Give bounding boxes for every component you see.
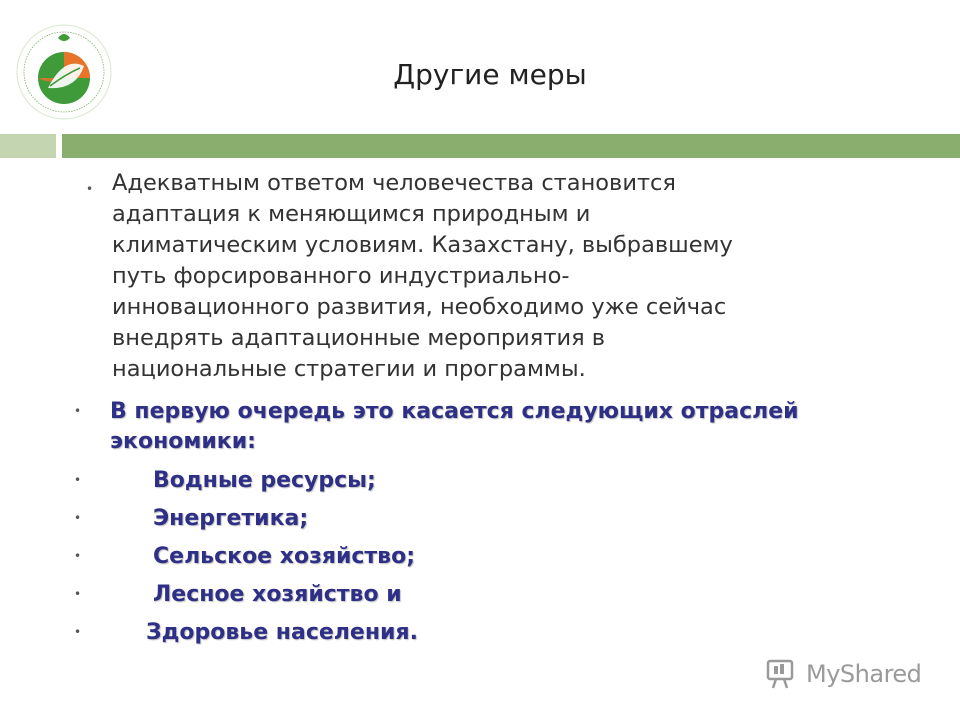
paragraph-line: внедрять адаптационные мероприятия в <box>112 325 606 351</box>
projector-icon <box>766 658 800 690</box>
paragraph-line: климатическим условиям. Казахстану, выбравшему <box>112 232 733 258</box>
sector-item: Сельское хозяйство; <box>153 544 416 569</box>
slide-title: Другие меры <box>393 58 587 91</box>
sector-item: Водные ресурсы; <box>153 468 376 493</box>
paragraph-line: Адекватным ответом человечества становится <box>112 170 676 196</box>
bullet-dot: • <box>74 473 82 487</box>
highlight-line: экономики: <box>110 429 256 454</box>
sector-item: Энергетика; <box>153 506 309 531</box>
paragraph-line: инновационного развития, необходимо уже сейчас <box>112 294 727 320</box>
highlight-line: В первую очередь это касается следующих отраслей <box>110 399 799 424</box>
watermark-text: MyShared <box>806 660 922 688</box>
sector-item: Здоровье населения. <box>146 620 418 645</box>
paragraph-line: национальные стратегии и программы. <box>112 356 586 382</box>
intro-paragraph <box>112 168 852 385</box>
paragraph-line: путь форсированного индустриально- <box>112 263 570 289</box>
bullet-dot: • <box>74 625 82 639</box>
sector-item: Лесное хозяйство и <box>153 582 402 607</box>
bullet-dot: • <box>74 549 82 563</box>
bullet-dot: • <box>86 182 94 196</box>
bullet-dot: • <box>74 511 82 525</box>
myshared-watermark <box>766 656 921 692</box>
paragraph-line: адаптация к меняющимся природным и <box>112 201 591 227</box>
bullet-dot: • <box>74 404 82 418</box>
bullet-dot: • <box>74 587 82 601</box>
